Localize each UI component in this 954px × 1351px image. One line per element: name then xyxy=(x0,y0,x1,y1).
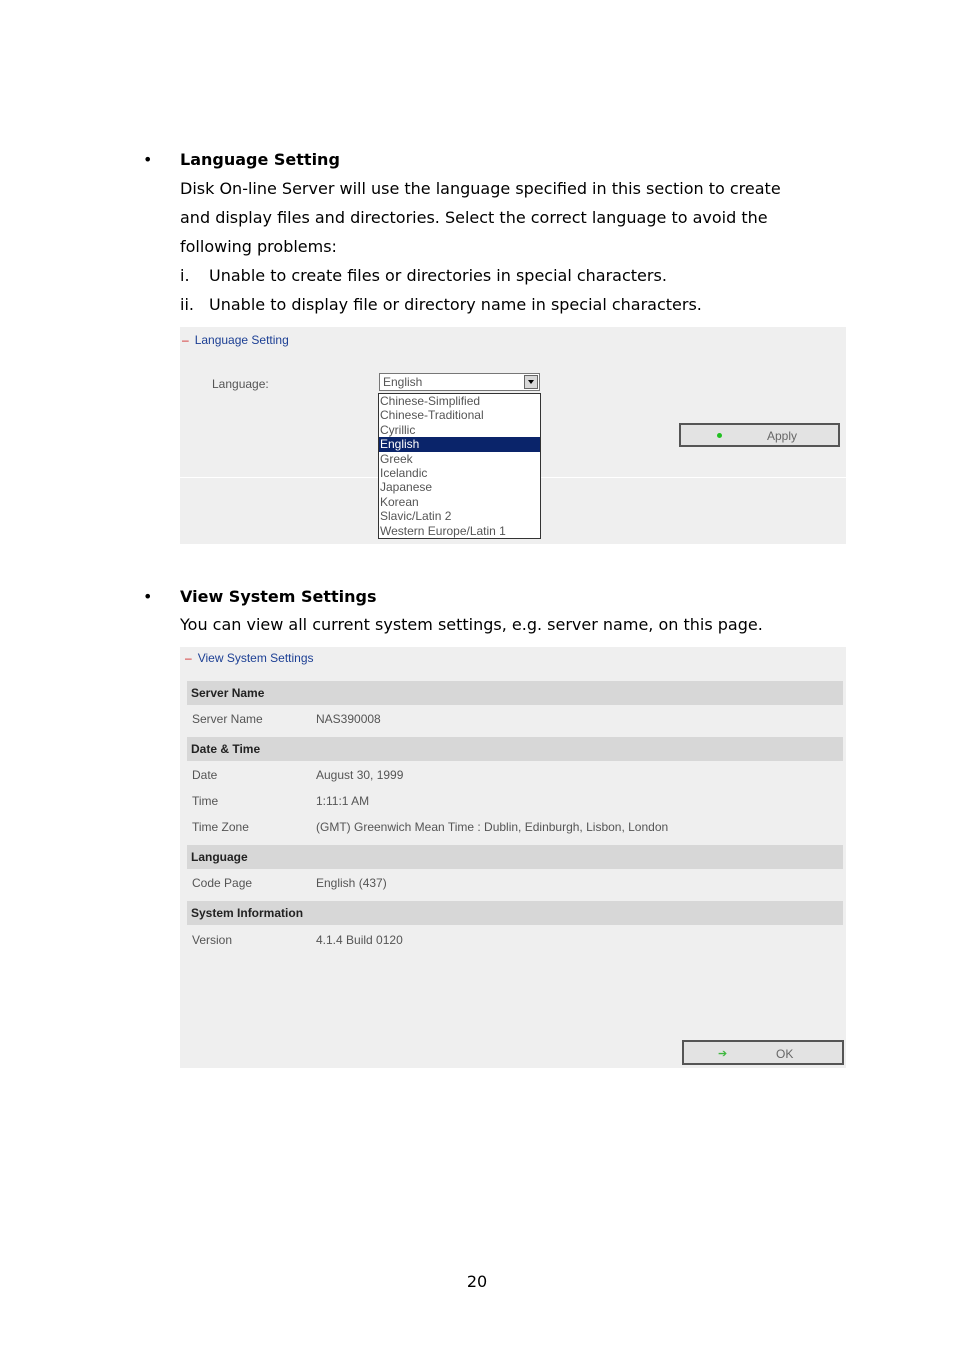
section-heading-language: Language Setting xyxy=(180,150,340,169)
section-header: Language xyxy=(187,845,843,869)
list-item xyxy=(180,290,820,319)
section-header: System Information xyxy=(187,901,843,925)
ok-button[interactable] xyxy=(682,1040,844,1065)
list-number: i. xyxy=(180,266,190,285)
bullet: • xyxy=(143,150,153,169)
description-line: Disk On-line Server will use the language specified in this section to create xyxy=(180,179,781,198)
chevron-down-icon[interactable] xyxy=(524,375,538,389)
language-select[interactable] xyxy=(379,373,540,391)
row-label: Code Page xyxy=(192,876,253,890)
arrow-right-icon: ➔ xyxy=(718,1048,728,1060)
language-option[interactable]: Korean xyxy=(380,494,419,509)
language-description xyxy=(180,174,820,261)
row-value: August 30, 1999 xyxy=(316,768,404,782)
system-settings-panel xyxy=(180,647,846,1068)
description-line: following problems: xyxy=(180,237,337,256)
panel-title[interactable] xyxy=(182,333,289,347)
page-number: 20 xyxy=(466,1272,488,1291)
apply-button[interactable] xyxy=(679,423,840,447)
status-dot-icon xyxy=(717,433,722,438)
language-select-value: English xyxy=(383,375,423,389)
language-option[interactable]: Cyrillic xyxy=(380,422,416,437)
row-label: Server Name xyxy=(192,712,263,726)
row-label: Version xyxy=(192,933,233,947)
row-value: NAS390008 xyxy=(316,712,381,726)
row-label: Date xyxy=(192,768,218,782)
list-item xyxy=(180,261,820,290)
row-value: 1:11:1 AM xyxy=(316,794,370,808)
panel-title-text: Language Setting xyxy=(194,333,289,347)
section-heading-system: View System Settings xyxy=(180,587,377,606)
panel-title[interactable] xyxy=(185,651,314,665)
language-option[interactable]: Slavic/Latin 2 xyxy=(380,509,452,524)
bullet: • xyxy=(143,587,153,606)
row-value: 4.1.4 Build 0120 xyxy=(316,933,403,947)
row-label: Time Zone xyxy=(192,820,249,834)
panel-title-text: View System Settings xyxy=(197,651,314,665)
collapse-icon[interactable]: – xyxy=(185,651,192,665)
section-header: Server Name xyxy=(187,681,843,705)
language-option[interactable]: Chinese-Simplified xyxy=(380,394,481,408)
language-option[interactable]: Chinese-Traditional xyxy=(380,408,484,423)
section-header: Date & Time xyxy=(187,737,843,761)
ok-button-label: OK xyxy=(776,1047,794,1061)
language-option-selected[interactable]: English xyxy=(379,437,540,451)
row-value: English (437) xyxy=(316,876,387,890)
language-option[interactable]: Icelandic xyxy=(380,465,428,480)
language-option[interactable]: Japanese xyxy=(380,480,433,495)
problem-list xyxy=(180,261,820,319)
list-number: ii. xyxy=(180,295,194,314)
language-label: Language: xyxy=(212,377,269,391)
language-option[interactable]: Western Europe/Latin 1 xyxy=(380,523,506,538)
language-dropdown-list[interactable] xyxy=(378,393,541,539)
apply-button-label: Apply xyxy=(767,429,798,443)
list-text: Unable to create files or directories in special characters. xyxy=(209,266,667,285)
description-line: and display files and directories. Select the correct language to avoid the xyxy=(180,208,768,227)
language-setting-panel xyxy=(180,327,846,544)
system-description: You can view all current system settings, e.g. server name, on this page. xyxy=(180,615,763,634)
language-option[interactable]: Greek xyxy=(380,451,413,466)
row-value: (GMT) Greenwich Mean Time : Dublin, Edinburgh, Lisbon, London xyxy=(316,820,669,834)
list-text: Unable to display file or directory name in special characters. xyxy=(209,295,702,314)
row-label: Time xyxy=(192,794,219,808)
collapse-icon[interactable]: – xyxy=(182,333,189,347)
